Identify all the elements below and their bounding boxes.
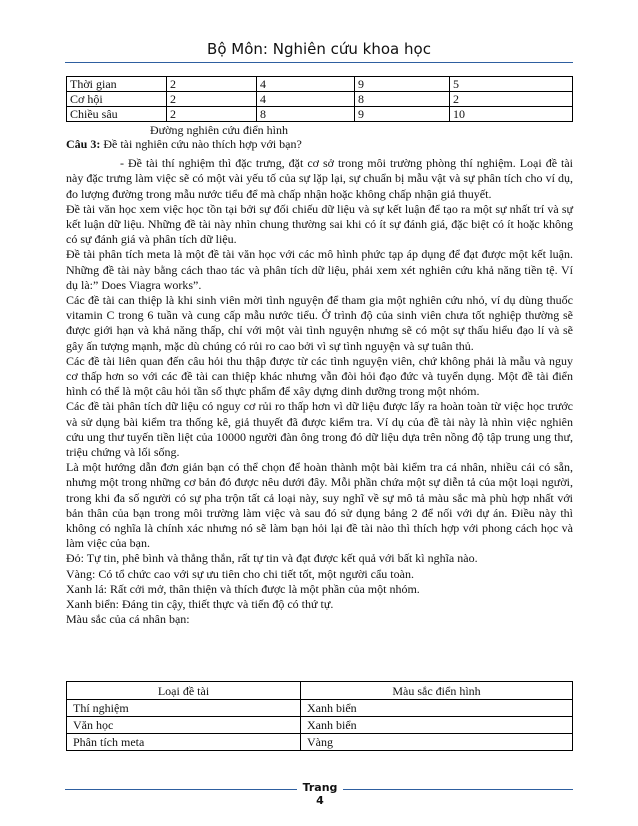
research-path-table <box>66 76 573 122</box>
table-cell: Chiều sâu <box>67 107 167 122</box>
table-cell: 10 <box>450 107 573 122</box>
paragraph: Đề tài phân tích meta là một đề tài văn học với các mô hình phức tạp áp dụng để đạt được một kết luận. Những đề tài này bằng cách thao tác và phân tích dữ liệu, phải xem xét nghiên cứu khả năng tiền tệ. Ví dụ là:” Does Viagra works”. <box>66 247 573 292</box>
table-row <box>67 734 573 751</box>
table-cell: 8 <box>355 92 450 107</box>
table-header-cell: Màu sắc điển hình <box>301 682 573 700</box>
table-cell: Xanh biển <box>301 717 573 734</box>
question-label: Câu 3: <box>66 137 101 151</box>
table-cell: 2 <box>167 77 257 92</box>
page-header-title: Bộ Môn: Nghiên cứu khoa học <box>207 40 431 58</box>
question-text: Đề tài nghiên cứu nào thích hợp với bạn? <box>100 137 302 151</box>
table-cell: 2 <box>167 92 257 107</box>
table-cell: Xanh biển <box>301 700 573 717</box>
table-cell: 2 <box>167 107 257 122</box>
footer-divider-right <box>343 789 573 790</box>
table-cell: Cơ hội <box>67 92 167 107</box>
table-cell: Vàng <box>301 734 573 751</box>
table-cell: Văn học <box>67 717 301 734</box>
table-cell: Thí nghiệm <box>67 700 301 717</box>
table-row <box>67 700 573 717</box>
table-header-cell: Loại đề tài <box>67 682 301 700</box>
body-text <box>66 137 573 628</box>
footer-divider-left <box>65 789 297 790</box>
paragraph: Là một hướng dẫn đơn giản bạn có thể chọn để hoàn thành một bài kiểm tra cá nhân, nhiều cái có sẵn, nhưng một trong những cơ bản đó được nêu dưới đây. Mỗi phần chứa một sự diễn tả của một loại người, trong khi đa số người có sự pha trộn tất cả loại này, suy nghĩ về sự mô tả màu sắc mà phù hợp nhất với bản thân của bạn trong môi trường làm việc và sau đó sử dụng bảng 2 để nối với dự án. Điều này thì không có nghĩa là chính xác nhưng nó sẽ làm bạn hỏi lại đề tài nào thì thích hợp với phong cách học và làm việc của bạn. <box>66 460 573 551</box>
table-cell: 9 <box>355 77 450 92</box>
table-row <box>67 107 573 122</box>
table-cell: 2 <box>450 92 573 107</box>
paragraph: Màu sắc của cá nhân bạn: <box>66 612 190 627</box>
table-caption: Đường nghiên cứu điển hình <box>150 123 288 137</box>
table-header-row <box>67 682 573 700</box>
table-row <box>67 717 573 734</box>
paragraph: Xanh lá: Rất cởi mở, thân thiện và thích được là một phần của một nhóm. <box>66 581 420 596</box>
paragraph: - Đề tài thí nghiệm thì đặc trưng, đặt cơ sở trong môi trường phòng thí nghiệm. Loại đề tài này đặc trưng làm việc sẽ có một vài yếu tố của sự lặp lại, sự chuẩn bị mẫu vật và sự phân tích cho ví dụ, đo lượng đường trong mẫu nước tiểu để mà chấp nhận hoặc không chấp nhận giả thuyết. <box>66 156 573 201</box>
table-cell: 9 <box>355 107 450 122</box>
paragraph: Xanh biển: Đáng tin cậy, thiết thực và tiến độ có thứ tự. <box>66 597 334 612</box>
table-cell: 8 <box>257 107 355 122</box>
table-cell: Phân tích meta <box>67 734 301 751</box>
table-cell: 5 <box>450 77 573 92</box>
paragraph: Các đề tài liên quan đến câu hỏi thu thập được từ các tình nguyện viên, chứ không phải là mẫu và nguy cơ thấp hơn so với các đề tài can thiệp khác nhưng vẫn đòi hỏi đạo đức và tuyển dụng. Một đề tài điển hình có thể là một câu hỏi tần số thực phẩm để xây dựng dinh dưỡng trong một nhóm. <box>66 353 573 399</box>
paragraph: Các đề tài can thiệp là khi sinh viên mời tình nguyện để tham gia một nghiên cứu nhỏ, ví dụ dùng thuốc vitamin C trong 6 tuần và cung cấp mẫu nước tiểu. Ở trình độ của sinh viên chưa tốt nghiệp thường sẽ được giới hạn và khả năng thấp, chỉ với một vài tình nguyện nhưng sẽ có một sự thấu hiểu đạo lí và sẽ gây ấn tượng mạnh, mặc dù chúng có rủi ro cao bởi vì sự tình nguyện và sự tuân thủ. <box>66 293 573 353</box>
page-number: Trang 4 <box>302 781 338 807</box>
color-mapping-table <box>66 681 573 751</box>
table-cell: 4 <box>257 92 355 107</box>
table-row <box>67 92 573 107</box>
paragraph: Vàng: Có tổ chức cao với sự ưu tiên cho chi tiết tốt, một người cẩu toàn. <box>66 566 414 581</box>
question-heading <box>66 137 573 152</box>
table-row <box>67 77 573 92</box>
paragraph: Đỏ: Tự tin, phê bình và thẳng thắn, rất tự tin và đạt được kết quả với bất kì nghĩa nào. <box>66 551 478 566</box>
paragraph: Đề tài văn học xem việc học tồn tại bởi sự đối chiếu dữ liệu và sự kết luận để tạo ra một sự nhất trí và sự kết luận dữ liệu. Những đề tài này nhìn chung thường sai khi có ít sự đánh giá, đặc biệt có ít hoặc không có sự đánh giá và phân tích dữ liệu. <box>66 201 573 247</box>
header-divider <box>65 62 573 63</box>
table-cell: Thời gian <box>67 77 167 92</box>
paragraph: Các đề tài phân tích dữ liệu có nguy cơ rủi ro thấp hơn vì dữ liệu được lấy ra hoàn toàn từ việc học trước và sử dụng bài kiểm tra thống kê, giả thuyết đã được kiểm tra. Ví dụ của đề tài này là nhìn việc nghiên cứu ung thư tuyến tiền liệt của 10000 người đàn ông trong đó dữ liệu dựa trên nồng độ tập trung ung thư, triệu chứng và lối sống. <box>66 399 573 460</box>
table-cell: 4 <box>257 77 355 92</box>
